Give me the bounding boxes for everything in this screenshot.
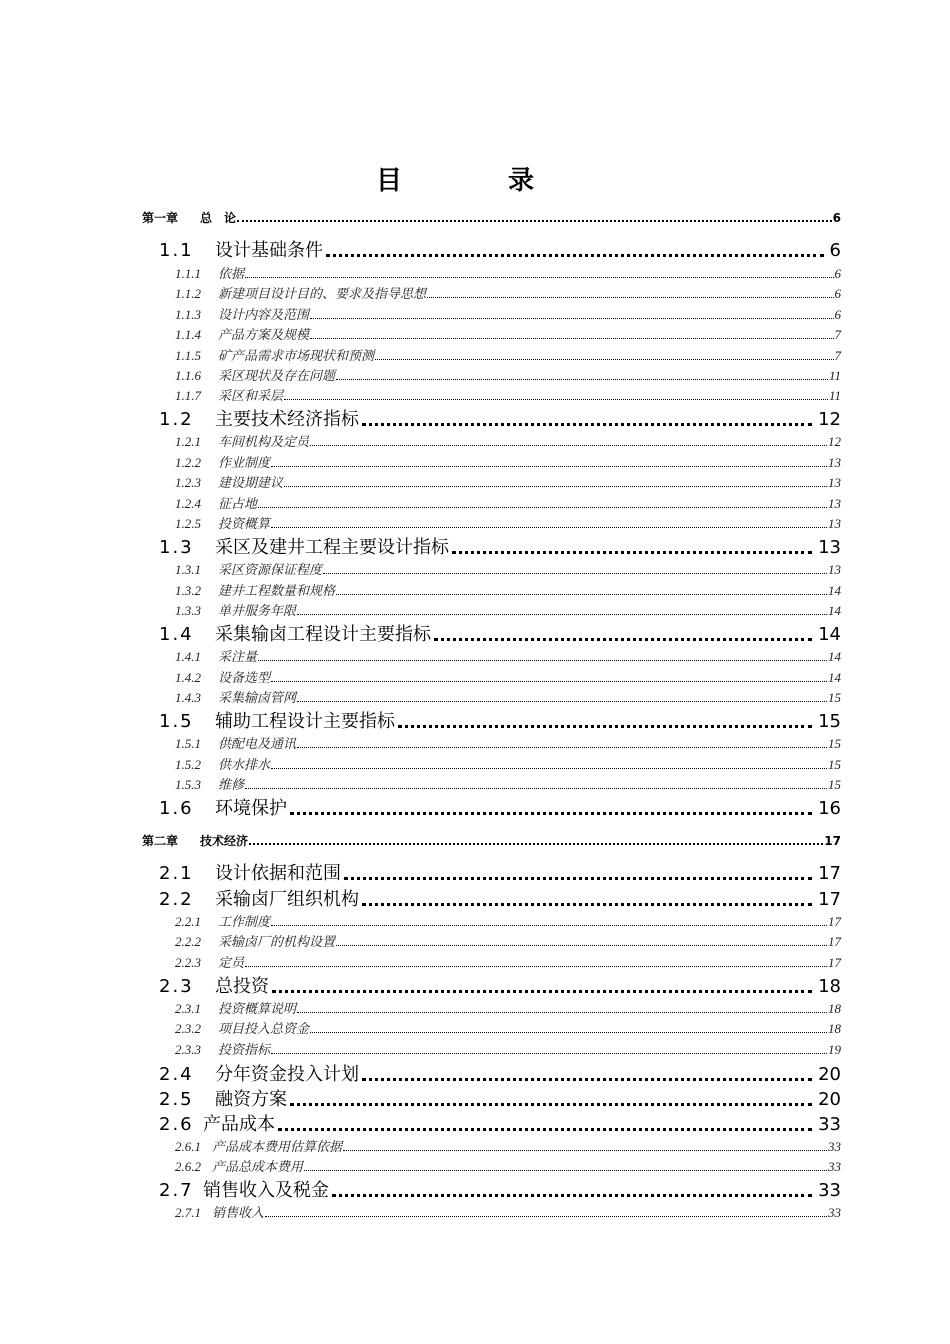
toc-subsection-1-5-2[interactable] [0,755,841,775]
page-number: 19 [828,1042,841,1057]
dot-leader [297,999,827,1013]
subsection-title: 矿产品需求市场现状和预测 [218,348,375,363]
subsection-number: 1.1.7 [175,388,201,403]
toc-subsection-2-2-1[interactable] [0,912,841,932]
toc-subsection-1-2-4[interactable] [0,494,841,514]
dot-leader [272,975,812,993]
subsection-number: 1.2.1 [175,434,201,449]
subsection-number: 1.3.2 [175,583,201,598]
dot-leader [452,536,812,554]
dot-leader [310,325,833,339]
subsection-title: 投资概算 [218,516,271,531]
page-number: 13 [828,475,841,490]
toc-chapter-2[interactable] [0,833,841,849]
toc-subsection-1-2-1[interactable] [0,432,841,452]
page-number: 17 [818,863,841,884]
dot-leader [297,688,827,702]
dot-leader [271,514,827,528]
toc-section-2-2[interactable] [0,888,841,912]
toc-section-1-6[interactable] [0,797,841,821]
page-number: 13 [828,516,841,531]
page-number: 12 [828,434,841,449]
dot-leader [398,710,812,728]
dot-leader [434,623,812,641]
page-number: 15 [828,757,841,772]
page-number: 7 [834,348,841,363]
dot-leader [290,797,812,815]
dot-leader [375,346,833,360]
page-number: 13 [818,537,841,558]
dot-leader [278,1113,812,1131]
page-number: 14 [828,583,841,598]
dot-leader [271,912,827,926]
toc-subsection-1-2-5[interactable] [0,514,841,534]
subsection-number: 1.3.3 [175,603,201,618]
toc-section-1-2[interactable] [0,408,841,432]
dot-leader [249,833,823,845]
dot-leader [271,668,827,682]
subsection-number: 2.3.3 [175,1042,201,1057]
page-number: 14 [828,670,841,685]
subsection-title: 产品总成本费用 [212,1159,304,1174]
subsection-title: 采集输卤管网 [218,690,297,705]
subsection-title: 车间机构及定员 [218,434,310,449]
subsection-title: 工作制度 [218,914,271,929]
subsection-number: 1.4.2 [175,670,201,685]
toc-title: 目 录 [375,166,574,196]
chapter-title: 总 论 [200,211,237,225]
section-number: 2.6 [159,1114,194,1135]
subsection-title: 作业制度 [218,455,271,470]
page-number: 11 [828,388,841,403]
toc-subsection-2-6-2[interactable] [0,1157,841,1177]
section-title: 融资方案 [215,1089,287,1110]
subsection-number: 2.3.1 [175,1001,201,1016]
subsection-title: 设计内容及范围 [218,307,310,322]
dot-leader [343,1137,827,1151]
toc-section-1-5[interactable] [0,710,841,734]
dot-leader [427,284,833,298]
chapter-title: 技术经济 [200,834,249,848]
toc-subsection-1-1-4[interactable] [0,325,841,345]
subsection-number: 1.1.2 [175,286,201,301]
page-number: 14 [828,649,841,664]
page-number: 15 [828,777,841,792]
page-number: 17 [828,934,841,949]
subsection-title: 投资指标 [218,1042,271,1057]
page-number: 33 [828,1205,841,1220]
toc-subsection-2-7-1[interactable] [0,1203,841,1223]
page-number: 33 [828,1159,841,1174]
section-number: 2.1 [159,863,194,884]
dot-leader [245,264,833,278]
chapter-number: 第一章 [142,211,179,225]
toc-chapter-1[interactable] [0,210,841,226]
toc-subsection-2-3-3[interactable] [0,1040,841,1060]
page-number: 16 [818,798,841,819]
subsection-title: 建设期建议 [218,475,284,490]
subsection-title: 新建项目设计目的、要求及指导思想 [218,286,427,301]
page-number: 15 [828,736,841,751]
toc-subsection-2-2-2[interactable] [0,932,841,952]
page-number: 15 [828,690,841,705]
dot-leader [258,647,827,661]
subsection-title: 维修 [218,777,245,792]
toc-subsection-1-4-2[interactable] [0,668,841,688]
section-number: 1.1 [159,240,194,261]
subsection-number: 1.1.6 [175,368,201,383]
section-number: 2.7 [159,1180,194,1201]
subsection-number: 2.6.1 [175,1139,201,1154]
section-number: 2.5 [159,1089,194,1110]
page-number: 15 [818,711,841,732]
section-number: 1.2 [159,409,194,430]
subsection-number: 1.3.1 [175,562,201,577]
dot-leader [323,560,827,574]
page-number: 13 [828,455,841,470]
toc-subsection-1-1-3[interactable] [0,305,841,325]
page-number: 17 [818,889,841,910]
page-number: 20 [818,1064,841,1085]
subsection-title: 采区和采层 [218,388,284,403]
toc-subsection-1-4-1[interactable] [0,647,841,667]
section-number: 1.5 [159,711,194,732]
subsection-title: 供水排水 [218,757,271,772]
subsection-number: 1.4.3 [175,690,201,705]
section-title: 采集输卤工程设计主要指标 [215,624,431,645]
toc-subsection-1-2-3[interactable] [0,473,841,493]
page-number: 18 [828,1001,841,1016]
dot-leader [336,581,827,595]
toc-subsection-2-2-3[interactable] [0,953,841,973]
toc-section-2-5[interactable] [0,1088,841,1112]
subsection-number: 1.2.4 [175,496,201,511]
page-number: 12 [818,409,841,430]
page-number: 18 [818,976,841,997]
section-title: 主要技术经济指标 [215,409,359,430]
subsection-number: 1.5.2 [175,757,201,772]
dot-leader [362,888,812,906]
section-title: 环境保护 [215,798,287,819]
subsection-number: 1.1.1 [175,266,201,281]
subsection-number: 2.2.3 [175,955,201,970]
toc-subsection-1-1-1[interactable] [0,264,841,284]
subsection-number: 1.2.3 [175,475,201,490]
subsection-number: 2.7.1 [175,1205,201,1220]
subsection-number: 1.5.1 [175,736,201,751]
dot-leader [258,494,827,508]
page-number: 14 [828,603,841,618]
subsection-number: 2.6.2 [175,1159,201,1174]
dot-leader [290,1088,812,1106]
toc-subsection-1-4-3[interactable] [0,688,841,708]
dot-leader [310,1019,827,1033]
dot-leader [271,453,827,467]
section-title: 销售收入及税金 [203,1180,329,1201]
dot-leader [271,755,827,769]
toc-subsection-1-5-3[interactable] [0,775,841,795]
dot-leader [245,953,827,967]
subsection-title: 项目投入总资金 [218,1021,310,1036]
subsection-title: 产品方案及规模 [218,327,310,342]
dot-leader [265,1203,827,1217]
subsection-title: 采区资源保证程度 [218,562,323,577]
subsection-number: 2.3.2 [175,1021,201,1036]
subsection-title: 采注量 [218,649,258,664]
toc-subsection-1-1-2[interactable] [0,284,841,304]
subsection-title: 供配电及通讯 [218,736,297,751]
toc-section-2-6[interactable] [0,1113,841,1137]
toc-subsection-1-3-2[interactable] [0,581,841,601]
dot-leader [336,366,828,380]
toc-section-2-4[interactable] [0,1063,841,1087]
section-number: 2.3 [159,976,194,997]
page-number: 6 [834,286,841,301]
section-title: 设计基础条件 [215,240,323,261]
section-title: 分年资金投入计划 [215,1064,359,1085]
subsection-title: 采区现状及存在问题 [218,368,336,383]
dot-leader [245,775,827,789]
dot-leader [297,734,827,748]
section-title: 辅助工程设计主要指标 [215,711,395,732]
dot-leader [326,239,824,257]
subsection-title: 设备选型 [218,670,271,685]
page-number: 33 [818,1180,841,1201]
section-number: 2.4 [159,1064,194,1085]
page-number: 20 [818,1089,841,1110]
dot-leader [362,408,812,426]
toc-subsection-1-2-2[interactable] [0,453,841,473]
toc-section-2-1[interactable] [0,862,841,886]
page-number: 17 [828,914,841,929]
page-number: 33 [818,1114,841,1135]
dot-leader [297,601,827,615]
section-number: 2.2 [159,889,194,910]
page-number: 18 [828,1021,841,1036]
subsection-number: 1.5.3 [175,777,201,792]
page-number: 13 [828,496,841,511]
toc-section-1-3[interactable] [0,536,841,560]
page-number: 6 [832,211,841,225]
section-title: 设计依据和范围 [215,863,341,884]
dot-leader [271,1040,827,1054]
dot-leader [362,1063,812,1081]
subsection-title: 征占地 [218,496,258,511]
toc-subsection-1-1-6[interactable] [0,366,841,386]
subsection-number: 2.2.2 [175,934,201,949]
toc-section-1-1[interactable] [0,239,841,263]
dot-leader [284,473,827,487]
subsection-number: 1.4.1 [175,649,201,664]
section-number: 1.6 [159,798,194,819]
subsection-number: 1.1.3 [175,307,201,322]
section-title: 采区及建井工程主要设计指标 [215,537,449,558]
page-number: 6 [834,307,841,322]
subsection-number: 1.1.5 [175,348,201,363]
toc-section-2-7[interactable] [0,1179,841,1203]
dot-leader [336,932,827,946]
subsection-title: 建井工程数量和规格 [218,583,336,598]
subsection-title: 投资概算说明 [218,1001,297,1016]
section-title: 采输卤厂组织机构 [215,889,359,910]
toc-subsection-1-3-3[interactable] [0,601,841,621]
page-number: 17 [828,955,841,970]
page-number: 33 [828,1139,841,1154]
section-title: 总投资 [215,976,269,997]
page-number: 14 [818,624,841,645]
toc-subsection-2-3-2[interactable] [0,1019,841,1039]
subsection-number: 1.1.4 [175,327,201,342]
subsection-title: 采输卤厂的机构设置 [218,934,336,949]
toc-section-2-3[interactable] [0,975,841,999]
dot-leader [237,210,832,222]
section-number: 1.4 [159,624,194,645]
subsection-title: 定员 [218,955,245,970]
page-number: 11 [828,368,841,383]
toc-subsection-1-3-1[interactable] [0,560,841,580]
toc-subsection-2-6-1[interactable] [0,1137,841,1157]
page-number: 6 [829,240,841,261]
dot-leader [310,432,827,446]
section-title: 产品成本 [203,1114,275,1135]
dot-leader [284,386,828,400]
toc-subsection-1-5-1[interactable] [0,734,841,754]
page-number: 6 [834,266,841,281]
section-number: 1.3 [159,537,194,558]
dot-leader [344,862,812,880]
page-number: 17 [824,834,841,848]
toc-subsection-1-1-7[interactable] [0,386,841,406]
toc-section-1-4[interactable] [0,623,841,647]
subsection-number: 1.2.2 [175,455,201,470]
toc-subsection-1-1-5[interactable] [0,346,841,366]
toc-subsection-2-3-1[interactable] [0,999,841,1019]
subsection-number: 1.2.5 [175,516,201,531]
dot-leader [304,1157,827,1171]
subsection-number: 2.2.1 [175,914,201,929]
dot-leader [332,1179,812,1197]
subsection-title: 单井服务年限 [218,603,297,618]
page-number: 7 [834,327,841,342]
dot-leader [310,305,833,319]
subsection-title: 产品成本费用估算依据 [212,1139,343,1154]
chapter-number: 第二章 [142,834,179,848]
subsection-title: 销售收入 [212,1205,265,1220]
page-number: 13 [828,562,841,577]
subsection-title: 依据 [218,266,245,281]
